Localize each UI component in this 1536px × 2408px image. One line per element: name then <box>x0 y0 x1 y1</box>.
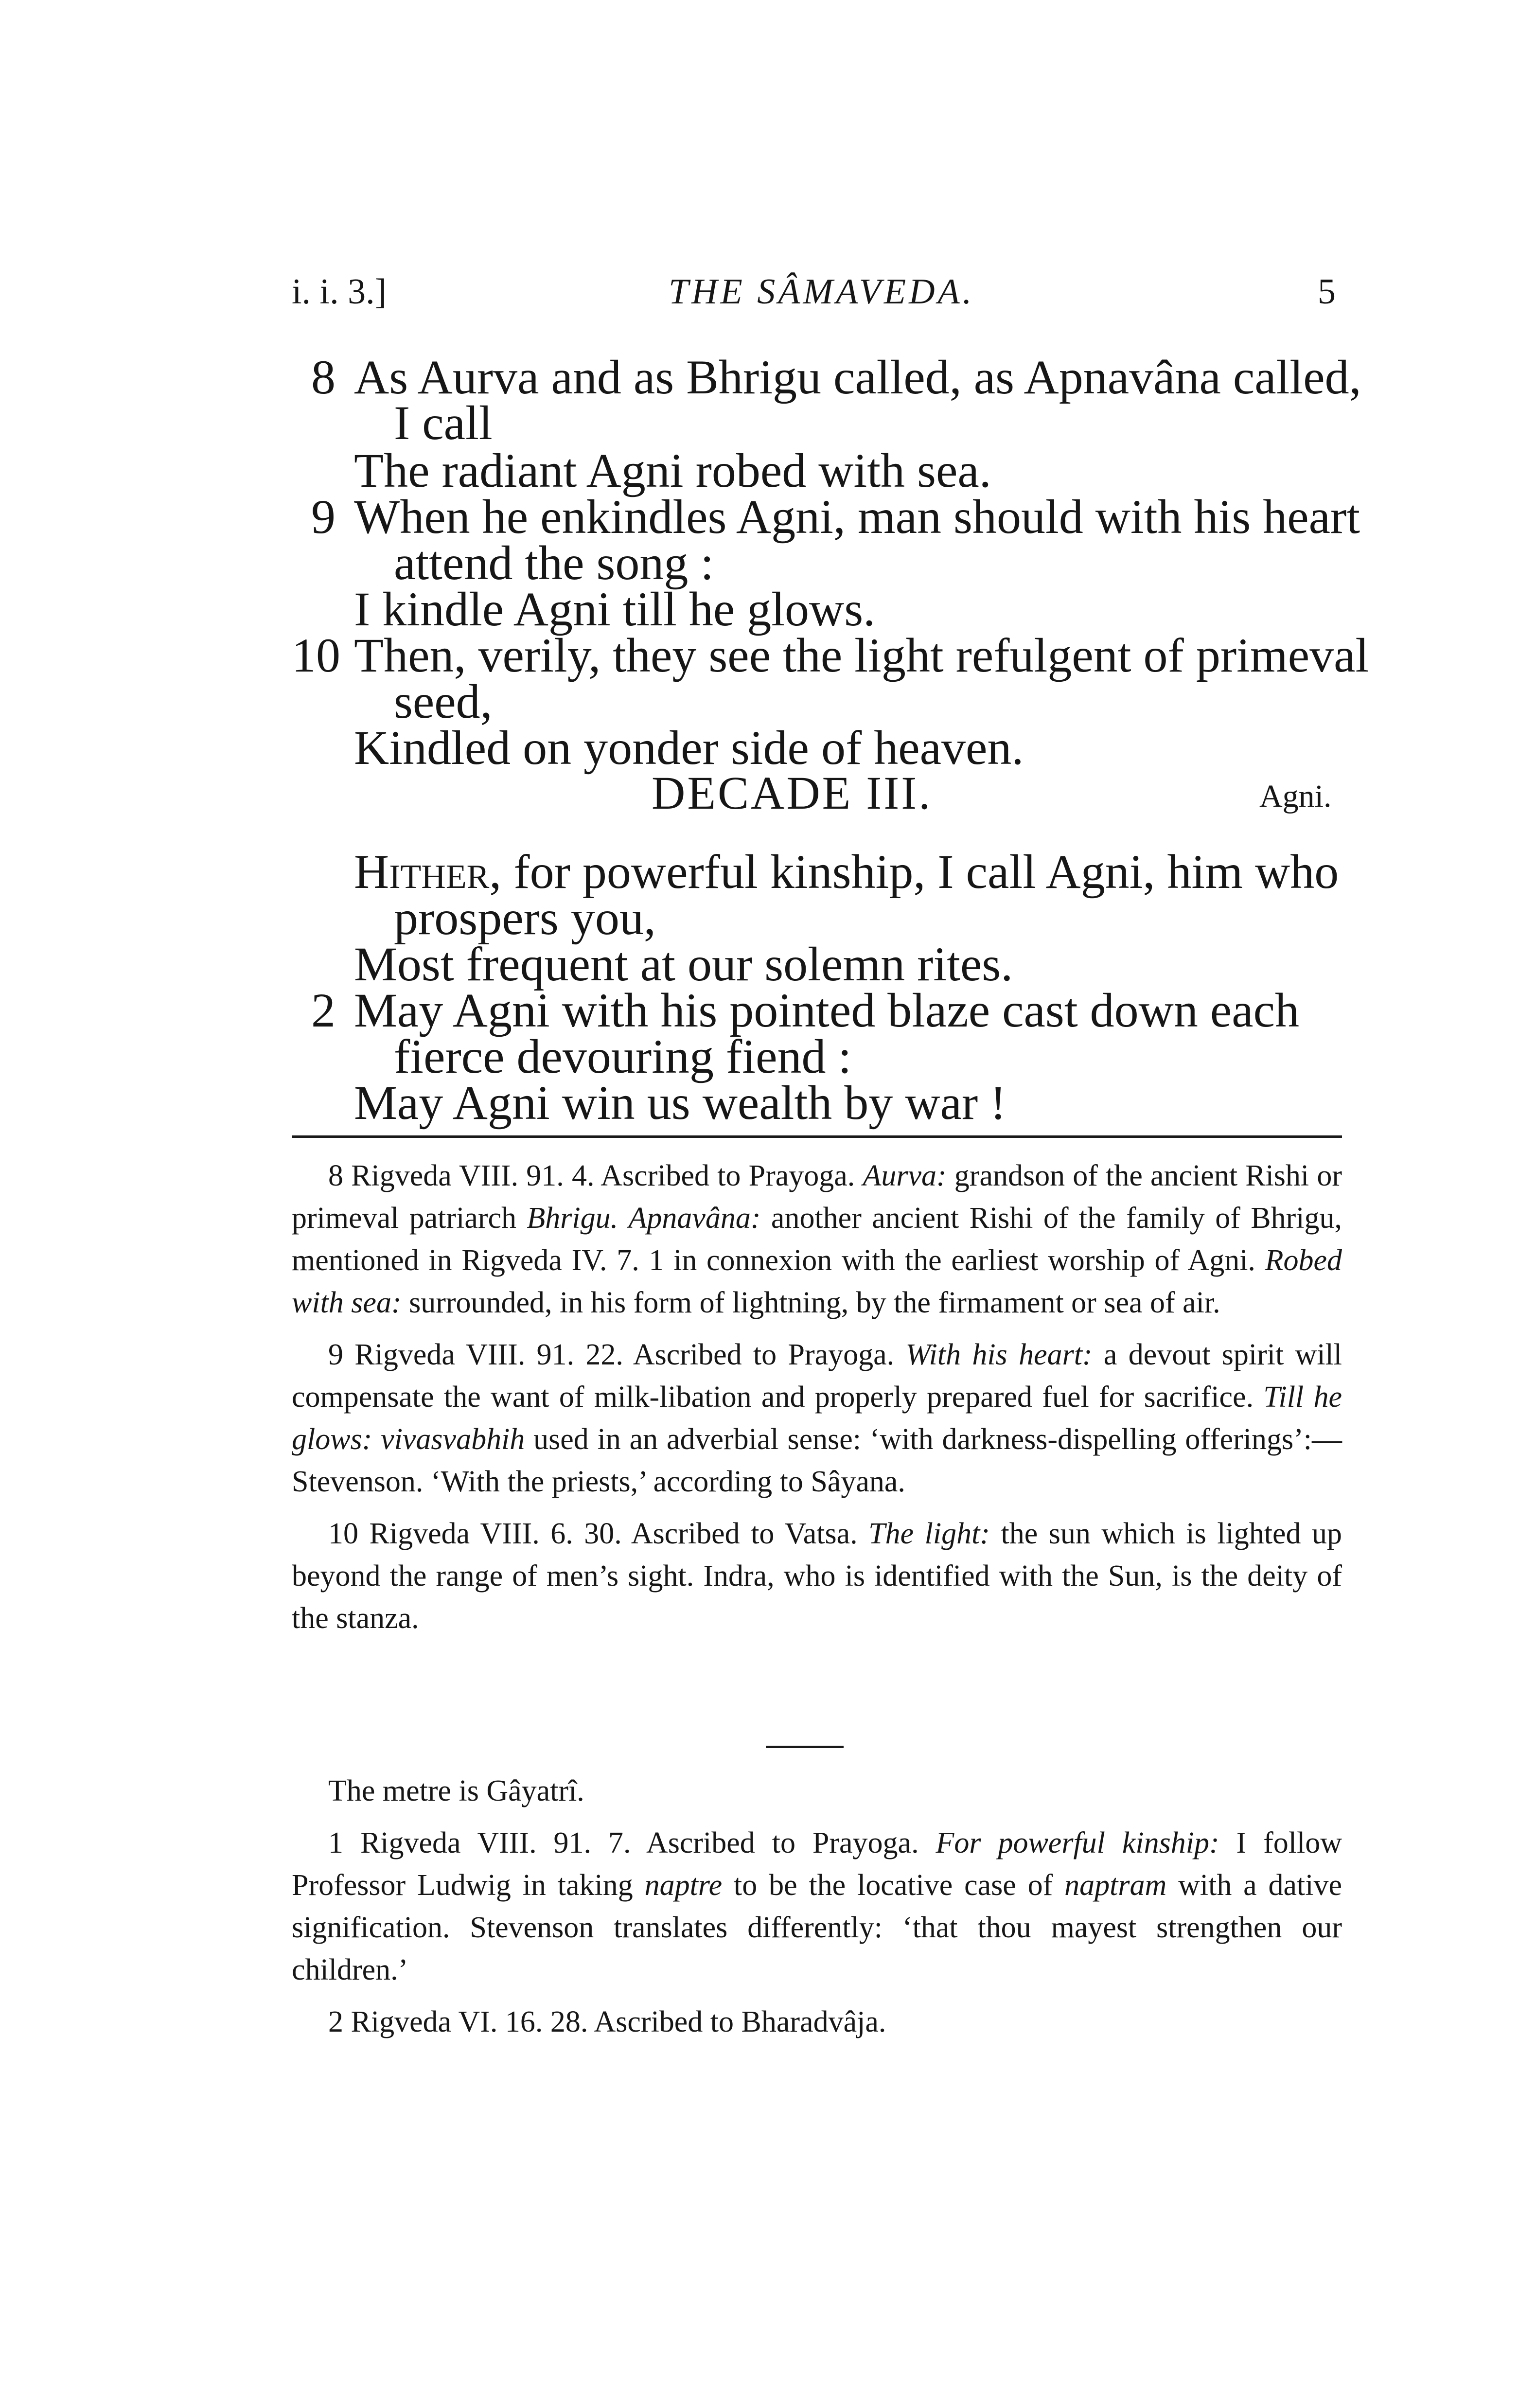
verse-number-8: 8 <box>311 350 335 404</box>
footnote-9-text-1: a devout spirit will compensate the want of milk-libation and properly prepared fuel for sacrifice. <box>292 1338 1342 1414</box>
footnote-8-text-3: surrounded, in his form of lightning, by the firmament or sea of air. <box>401 1286 1220 1319</box>
verse-number-10: 10 <box>292 628 340 682</box>
verse-9-line-3: I kindle Agni till he glows. <box>354 582 876 636</box>
footnote-9-term-heart: With his heart: <box>905 1338 1093 1371</box>
footnote-1-term-kinship: For powerful kinship: <box>936 1826 1219 1859</box>
decade-verse-number-2: 2 <box>311 983 335 1037</box>
verse-9-line-1: When he enkindles Agni, man should with his heart <box>354 490 1360 544</box>
footnote-10-text: the sun which is lighted up beyond the range of men’s sight. Indra, who is identified with the Sun, is the deity of the stanza. <box>292 1517 1342 1635</box>
verse-8-line-3: The radiant Agni robed with sea. <box>354 443 991 497</box>
footnote-8-ref: 8 Rigveda VIII. 91. 4. Ascribed to Prayoga. <box>328 1159 863 1192</box>
footnote-8-term-apnavana: Apnavâna: <box>628 1202 761 1235</box>
footnote-1-text-3: with a dative signification. Stevenson translates differently: ‘that thou mayest strengthen our children.’ <box>292 1869 1342 1986</box>
book-title: THE SÂMAVEDA. <box>669 272 975 312</box>
verse-10-line-3: Kindled on yonder side of heaven. <box>354 721 1024 775</box>
verse-number-9: 9 <box>311 490 335 544</box>
footnote-rule <box>292 1135 1342 1138</box>
footnote-8-text-1: grandson of the ancient Rishi or primeval patriarch <box>292 1159 1342 1235</box>
verse-8-line-2: I call <box>394 396 493 450</box>
footnote-9-term-glows: Till he glows: vivasvabhih <box>292 1381 1342 1456</box>
decade-verse-2-line-2: fierce devouring fiend : <box>394 1029 852 1083</box>
decade-verse-2-line-3: May Agni win us wealth by war ! <box>354 1076 1006 1130</box>
decade-verse-1-line-1-rest: , for powerful kinship, I call Agni, him who <box>489 845 1339 899</box>
footnote-9 <box>292 1334 1342 1503</box>
footnotes-upper <box>292 1155 1342 1640</box>
footnote-1 <box>292 1822 1342 1991</box>
footnote-8-text-2: another ancient Rishi of the family of Bhrigu, mentioned in Rigveda IV. 7. 1 in connexion with the earliest worship of Agni. <box>292 1202 1342 1277</box>
decade-verse-1-line-1 <box>354 845 1339 899</box>
decade-verse-1-line-2: prospers you, <box>394 891 656 945</box>
footnote-8-term-bhrigu: Bhrigu. <box>527 1202 618 1235</box>
footnote-8-term-robed: Robed with sea: <box>292 1244 1342 1319</box>
footnote-1-text-2: to be the locative case of <box>722 1869 1065 1902</box>
metre-note: The metre is Gâyatrî. <box>328 1774 584 1807</box>
footnote-10 <box>292 1513 1342 1640</box>
page-number: 5 <box>1318 272 1336 312</box>
decade-heading: DECADE III. <box>652 767 933 819</box>
footnote-1-term-naptre: naptre <box>644 1869 723 1902</box>
verse-10-line-1: Then, verily, they see the light refulgent of primeval <box>354 628 1369 682</box>
footnote-8 <box>292 1155 1342 1324</box>
footnote-10-ref: 10 Rigveda VIII. 6. 30. Ascribed to Vatsa. <box>328 1517 869 1550</box>
section-reference: i. i. 3.] <box>292 272 387 312</box>
footnote-1-ref: 1 Rigveda VIII. 91. 7. Ascribed to Prayoga. <box>328 1826 936 1859</box>
section-divider <box>766 1746 844 1748</box>
running-header <box>0 265 1536 319</box>
footnote-2: 2 Rigveda VI. 16. 28. Ascribed to Bharadvâja. <box>328 2005 886 2038</box>
footnote-8-space <box>618 1202 628 1235</box>
decade-verse-2-line-1: May Agni with his pointed blaze cast down each <box>354 983 1299 1037</box>
verse-8-line-1: As Aurva and as Bhrigu called, as Apnavâna called, <box>354 350 1361 404</box>
decade-verse-1-line-3: Most frequent at our solemn rites. <box>354 937 1013 991</box>
footnote-1-term-naptram: naptram <box>1064 1869 1167 1902</box>
deity-label: Agni. <box>1259 779 1332 814</box>
footnote-1-text-1: I follow Professor Ludwig in taking <box>292 1826 1342 1902</box>
footnote-9-text-2: used in an adverbial sense: ‘with darkness-dispelling offerings’:—Stevenson. ‘With the priests,’ according to Sâyana. <box>292 1423 1342 1498</box>
footnote-8-term-aurva: Aurva: <box>863 1159 947 1192</box>
footnotes-lower <box>292 1770 1342 2043</box>
verse-10-line-2: seed, <box>394 674 493 728</box>
decade-verse-1-first-word: Hither <box>354 845 490 899</box>
verse-9-line-2: attend the song : <box>394 536 714 590</box>
footnote-9-ref: 9 Rigveda VIII. 91. 22. Ascribed to Prayoga. <box>328 1338 906 1371</box>
footnote-10-term-light: The light: <box>868 1517 990 1550</box>
